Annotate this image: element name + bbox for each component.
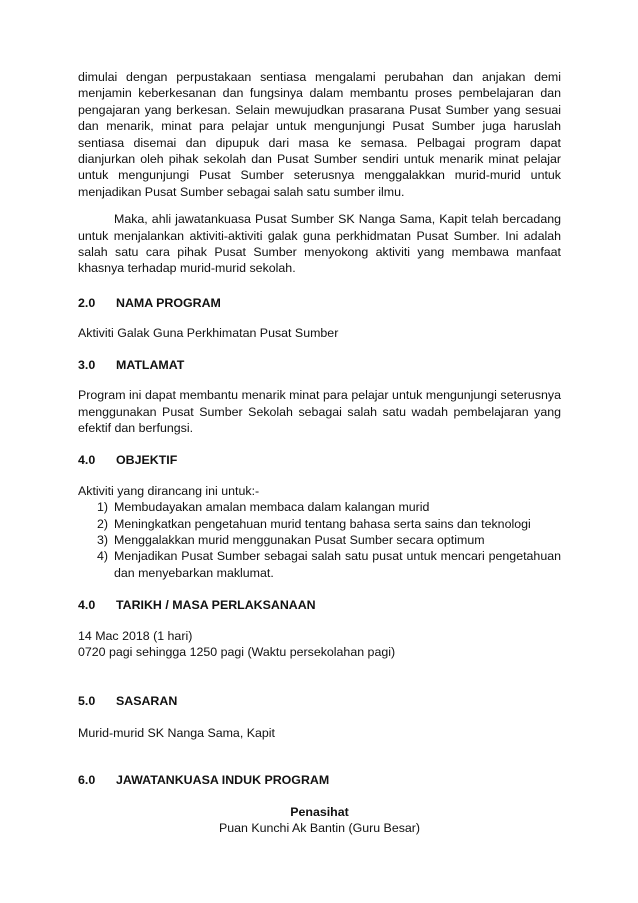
- section-number: 5.0: [78, 694, 96, 709]
- section-number: 2.0: [78, 295, 96, 310]
- committee-role: Penasihat: [290, 804, 349, 819]
- list-item: 4) Menjadikan Pusat Sumber sebagai salah satu pusat untuk mencari pengetahuan dan menyebarkan maklumat.: [96, 549, 561, 580]
- objektif-list: [78, 499, 561, 581]
- intro-paragraph: Maka, ahli jawatankuasa Pusat Sumber SK Nanga Sama, Kapit telah bercadang untuk menjalankan aktiviti-aktiviti galak guna perkhidmatan Pusat Sumber. Ini adalah salah satu cara pihak Pusat Sumber menyokong aktiviti yang membawa manfaat khasnya terhadap murid-murid sekolah.: [78, 212, 561, 276]
- section-title: SASARAN: [116, 694, 178, 709]
- section-number: 6.0: [78, 773, 96, 788]
- tarikh-time: 0720 pagi sehingga 1250 pagi (Waktu persekolahan pagi): [78, 644, 396, 659]
- section-number: 4.0: [78, 598, 96, 613]
- section-heading-nama: [78, 295, 561, 311]
- document-page: [78, 69, 561, 836]
- section-title: TARIKH / MASA PERLAKSANAAN: [116, 598, 316, 613]
- objektif-lead: Aktiviti yang dirancang ini untuk:-: [78, 483, 260, 498]
- section-body: Murid-murid SK Nanga Sama, Kapit: [78, 725, 275, 740]
- section-body: Aktiviti Galak Guna Perkhimatan Pusat Sumber: [78, 326, 339, 341]
- section-body: Program ini dapat membantu menarik minat para pelajar untuk mengunjungi seterusnya menggunakan Pusat Sumber Sekolah sebagai salah satu wadah pembelajaran yang efektif dan berfungsi.: [78, 388, 561, 435]
- section-title: JAWATANKUASA INDUK PROGRAM: [116, 773, 330, 788]
- section-number: 4.0: [78, 453, 96, 468]
- section-heading-matlamat: [78, 357, 561, 373]
- section-heading-sasaran: [78, 693, 561, 709]
- section-title: OBJEKTIF: [116, 453, 178, 468]
- list-item: 3) Menggalakkan murid menggunakan Pusat Sumber secara optimum: [96, 532, 485, 547]
- section-title: MATLAMAT: [116, 357, 185, 372]
- tarikh-date: 14 Mac 2018 (1 hari): [78, 628, 193, 643]
- list-item: 1) Membudayakan amalan membaca dalam kalangan murid: [96, 500, 430, 515]
- section-heading-jawatankuasa: [78, 772, 561, 788]
- list-item: 2) Meningkatkan pengetahuan murid tentang bahasa serta sains dan teknologi: [96, 516, 531, 531]
- committee-person: Puan Kunchi Ak Bantin (Guru Besar): [218, 821, 421, 835]
- intro-paragraph: dimulai dengan perpustakaan sentiasa mengalami perubahan dan anjakan demi menjamin keberkesanan dan fungsinya dalam membantu proses pembelajaran dan pengajaran yang berkesan. Selain mewujudkan prasarana Pusat Sumber yang sesuai dan menarik, minat para pelajar untuk mengunjungi Pusat Sumber juga haruslah sentiasa disemai dan dipupuk dari masa ke semasa. Pelbagai program dapat dianjurkan oleh pihak sekolah dan Pusat Sumber sendiri untuk menarik minat pelajar untuk mengunjungi Pusat Sumber seterusnya menggalakkan murid-murid untuk menjadikan Pusat Sumber sebagai salah satu sumber ilmu.: [78, 70, 561, 199]
- section-heading-objektif: [78, 452, 561, 468]
- section-number: 3.0: [78, 357, 96, 372]
- section-heading-tarikh: [78, 597, 561, 613]
- section-title: NAMA PROGRAM: [116, 295, 221, 310]
